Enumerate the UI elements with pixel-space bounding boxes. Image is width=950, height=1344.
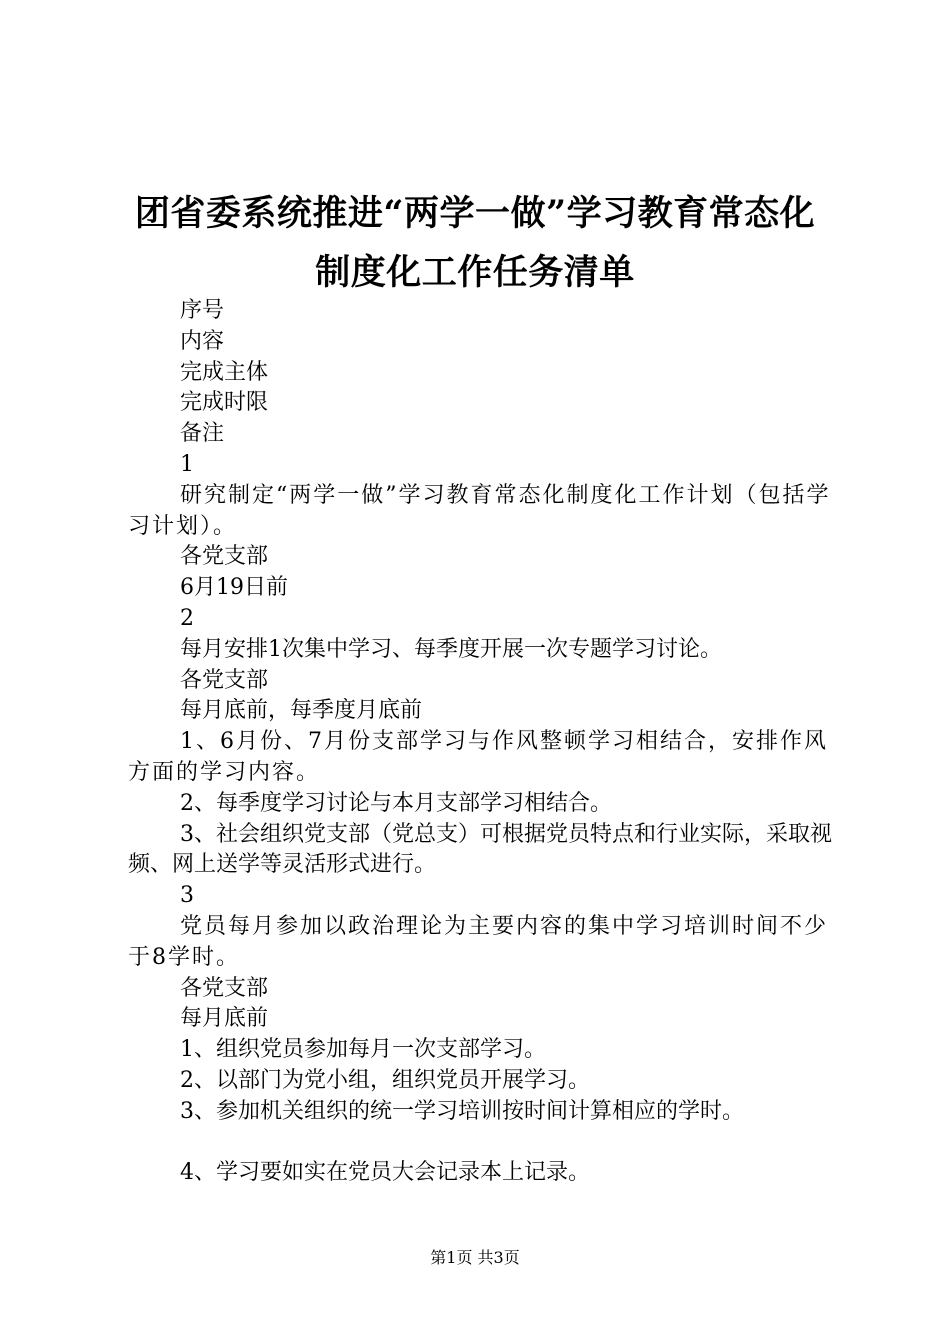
- item-3-content: 党员每月参加以政治理论为主要内容的集中学习培训时间不少于8学时。: [128, 913, 829, 970]
- header-responsible: 完成主体: [180, 359, 269, 385]
- item-3-number: 3: [180, 883, 194, 909]
- item-2-deadline: 每月底前，每季度月底前: [180, 698, 423, 724]
- item-3-remark-4: 4、学习要如实在党员大会记录本上记录。: [180, 1159, 590, 1185]
- page-number-footer: 第1页 共3页: [430, 1248, 520, 1267]
- item-2-content: 每月安排1次集中学习、每季度开展一次专题学习讨论。: [180, 636, 722, 662]
- document-title-line-1: 团省委系统推进“两学一做”学习教育常态化: [134, 193, 816, 234]
- item-1-number: 1: [180, 451, 194, 477]
- item-3-remark-3: 3、参加机关组织的统一学习培训按时间计算相应的学时。: [180, 1098, 744, 1124]
- item-2-remark-3: 3、社会组织党支部（党总支）可根据党员特点和行业实际，采取视频、网上送学等灵活形式进行。: [128, 821, 832, 878]
- item-1-responsible: 各党支部: [180, 544, 269, 570]
- header-content: 内容: [180, 328, 225, 354]
- item-3-remark-2: 2、以部门为党小组，组织党员开展学习。: [180, 1067, 590, 1093]
- item-3-deadline: 每月底前: [180, 1006, 269, 1032]
- item-3-remark-1: 1、组织党员参加每月一次支部学习。: [180, 1037, 546, 1063]
- item-1-deadline: 6月19日前: [180, 575, 288, 601]
- item-1-content: 研究制定“两学一做”学习教育常态化制度化工作计划（包括学习计划）。: [128, 482, 831, 539]
- document-title-line-2: 制度化工作任务清单: [315, 252, 635, 293]
- document-body: [128, 296, 833, 1188]
- item-2-remark-1: 1、6月份、7月份支部学习与作风整顿学习相结合，安排作风方面的学习内容。: [128, 729, 828, 785]
- item-2-responsible: 各党支部: [180, 667, 269, 693]
- header-remarks: 备注: [180, 421, 225, 447]
- header-serial: 序号: [180, 298, 225, 323]
- item-3-responsible: 各党支部: [180, 975, 269, 1001]
- item-2-remark-2: 2、每季度学习讨论与本月支部学习相结合。: [180, 790, 612, 816]
- header-deadline: 完成时限: [180, 390, 269, 416]
- item-2-number: 2: [180, 605, 194, 631]
